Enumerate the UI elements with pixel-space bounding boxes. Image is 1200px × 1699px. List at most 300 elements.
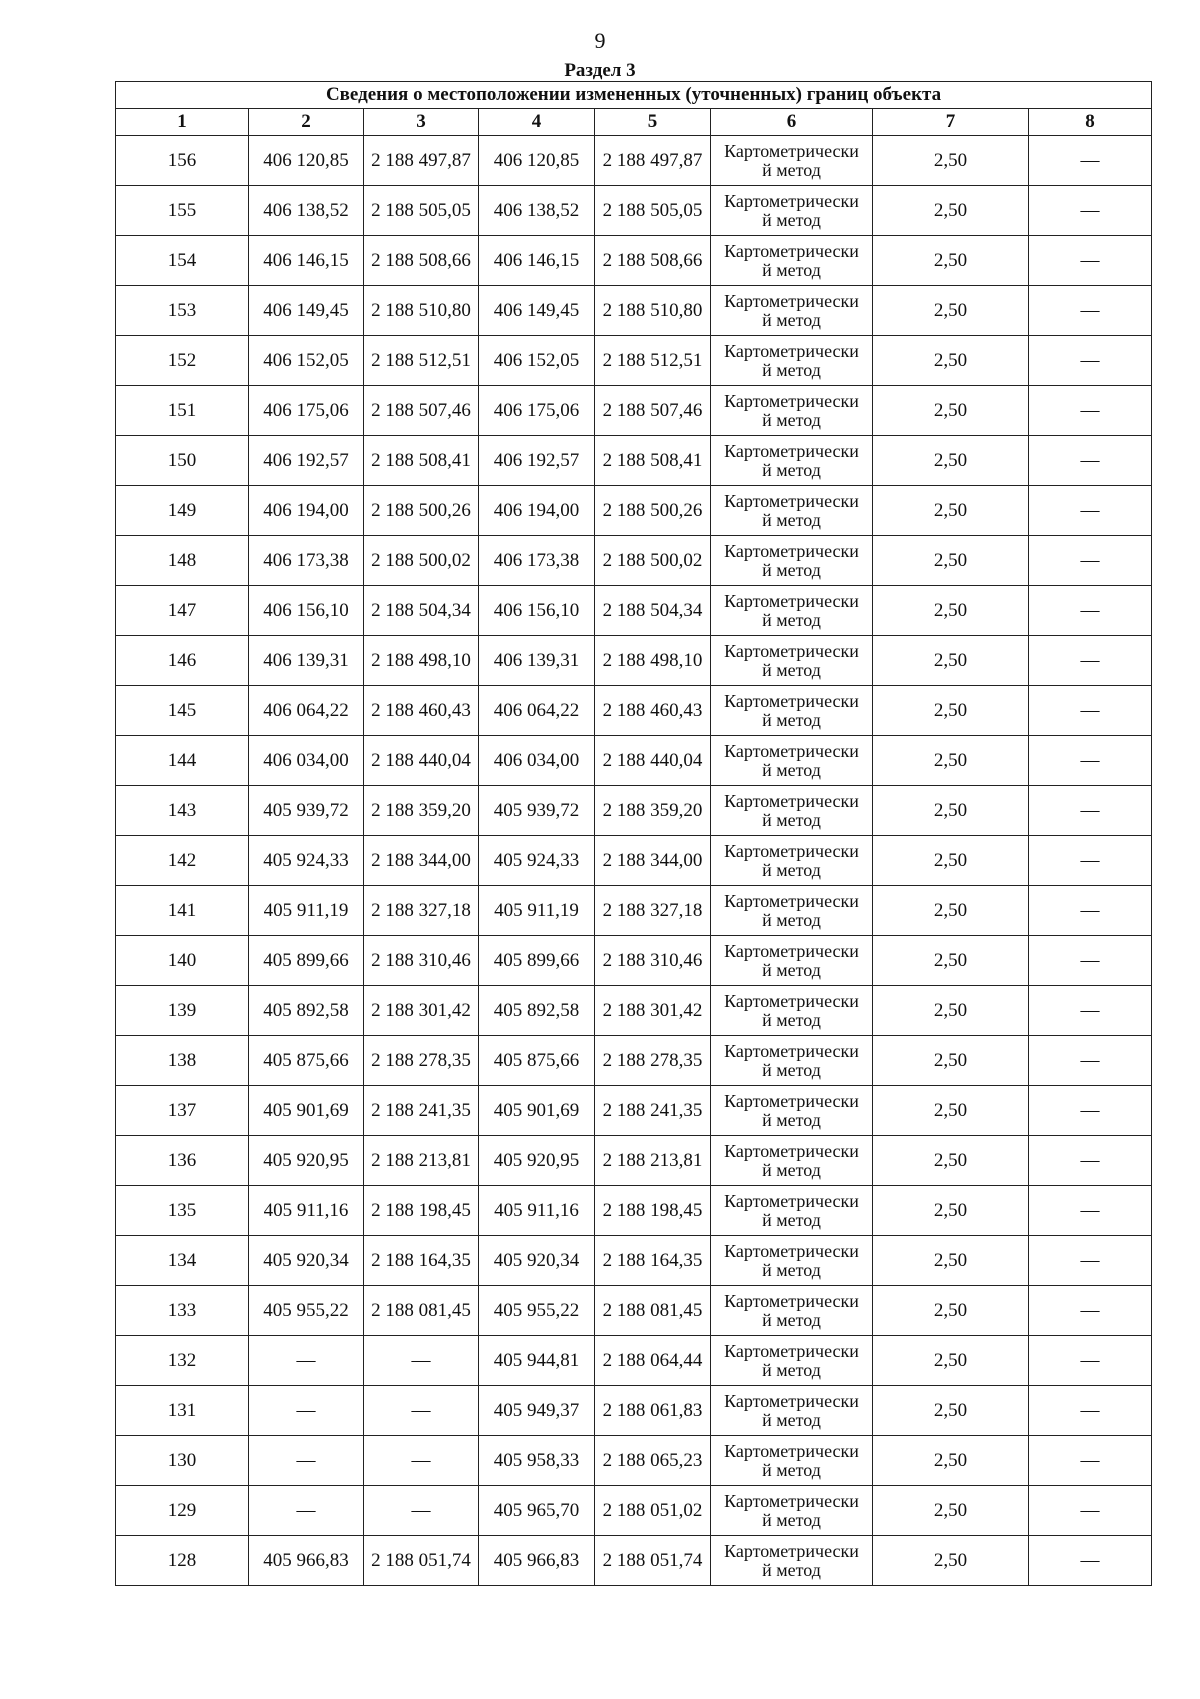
table-row bbox=[116, 1286, 1152, 1336]
cell-old-x: 406 192,57 bbox=[249, 436, 364, 486]
cell-old-y: 2 188 301,42 bbox=[364, 986, 479, 1036]
cell-point-number: 156 bbox=[116, 136, 249, 186]
cell-old-x: 406 146,15 bbox=[249, 236, 364, 286]
table-row bbox=[116, 1036, 1152, 1086]
method-line-1: Картометрически bbox=[724, 640, 859, 661]
cell-column-8: — bbox=[1029, 1436, 1152, 1486]
table-row bbox=[116, 1236, 1152, 1286]
cell-column-8: — bbox=[1029, 1136, 1152, 1186]
method-line-2: й метод bbox=[762, 1359, 821, 1380]
cell-method bbox=[711, 986, 873, 1036]
cell-column-8: — bbox=[1029, 1286, 1152, 1336]
cell-old-y: 2 188 310,46 bbox=[364, 936, 479, 986]
cell-point-number: 146 bbox=[116, 636, 249, 686]
table-row bbox=[116, 1136, 1152, 1186]
cell-old-y: 2 188 510,80 bbox=[364, 286, 479, 336]
cell-column-8: — bbox=[1029, 486, 1152, 536]
table-row bbox=[116, 486, 1152, 536]
cell-new-y: 2 188 198,45 bbox=[595, 1186, 711, 1236]
column-number-row bbox=[116, 109, 1152, 136]
method-line-2: й метод bbox=[762, 409, 821, 430]
method-line-1: Картометрически bbox=[724, 940, 859, 961]
cell-new-x: 405 924,33 bbox=[479, 836, 595, 886]
cell-point-number: 147 bbox=[116, 586, 249, 636]
cell-method bbox=[711, 636, 873, 686]
cell-new-y: 2 188 081,45 bbox=[595, 1286, 711, 1336]
table-row bbox=[116, 786, 1152, 836]
cell-old-x: 406 149,45 bbox=[249, 286, 364, 336]
cell-column-8: — bbox=[1029, 1486, 1152, 1536]
cell-new-x: 405 944,81 bbox=[479, 1336, 595, 1386]
cell-column-8: — bbox=[1029, 286, 1152, 336]
cell-accuracy: 2,50 bbox=[873, 286, 1029, 336]
cell-column-8: — bbox=[1029, 1336, 1152, 1386]
cell-old-x: 406 173,38 bbox=[249, 536, 364, 586]
cell-old-x: 406 152,05 bbox=[249, 336, 364, 386]
cell-new-y: 2 188 051,74 bbox=[595, 1536, 711, 1586]
cell-new-x: 405 901,69 bbox=[479, 1086, 595, 1136]
cell-old-x: — bbox=[249, 1486, 364, 1536]
cell-new-x: 405 899,66 bbox=[479, 936, 595, 986]
cell-new-x: 405 911,16 bbox=[479, 1186, 595, 1236]
cell-old-y: — bbox=[364, 1436, 479, 1486]
cell-new-y: 2 188 051,02 bbox=[595, 1486, 711, 1536]
cell-old-x: 406 194,00 bbox=[249, 486, 364, 536]
cell-new-x: 405 939,72 bbox=[479, 786, 595, 836]
cell-accuracy: 2,50 bbox=[873, 1436, 1029, 1486]
method-line-1: Картометрически bbox=[724, 1440, 859, 1461]
method-line-2: й метод bbox=[762, 209, 821, 230]
method-line-1: Картометрически bbox=[724, 1090, 859, 1111]
method-line-2: й метод bbox=[762, 159, 821, 180]
cell-new-y: 2 188 498,10 bbox=[595, 636, 711, 686]
column-number: 3 bbox=[364, 109, 479, 136]
column-number: 7 bbox=[873, 109, 1029, 136]
cell-accuracy: 2,50 bbox=[873, 486, 1029, 536]
table-row bbox=[116, 886, 1152, 936]
table-row bbox=[116, 686, 1152, 736]
method-line-2: й метод bbox=[762, 259, 821, 280]
cell-new-x: 405 911,19 bbox=[479, 886, 595, 936]
table-row bbox=[116, 536, 1152, 586]
cell-old-y: 2 188 498,10 bbox=[364, 636, 479, 686]
cell-old-y: 2 188 505,05 bbox=[364, 186, 479, 236]
cell-column-8: — bbox=[1029, 1036, 1152, 1086]
method-line-2: й метод bbox=[762, 1209, 821, 1230]
cell-new-x: 406 138,52 bbox=[479, 186, 595, 236]
cell-point-number: 137 bbox=[116, 1086, 249, 1136]
cell-accuracy: 2,50 bbox=[873, 936, 1029, 986]
method-line-2: й метод bbox=[762, 459, 821, 480]
cell-method bbox=[711, 1336, 873, 1386]
method-line-1: Картометрически bbox=[724, 490, 859, 511]
cell-old-y: — bbox=[364, 1486, 479, 1536]
cell-method bbox=[711, 286, 873, 336]
method-line-2: й метод bbox=[762, 909, 821, 930]
cell-old-y: 2 188 504,34 bbox=[364, 586, 479, 636]
cell-new-x: 405 875,66 bbox=[479, 1036, 595, 1086]
cell-new-x: 406 034,00 bbox=[479, 736, 595, 786]
cell-new-x: 405 955,22 bbox=[479, 1286, 595, 1336]
cell-point-number: 136 bbox=[116, 1136, 249, 1186]
method-line-1: Картометрически bbox=[724, 290, 859, 311]
cell-point-number: 132 bbox=[116, 1336, 249, 1386]
method-line-2: й метод bbox=[762, 1109, 821, 1130]
cell-new-y: 2 188 500,26 bbox=[595, 486, 711, 536]
cell-column-8: — bbox=[1029, 636, 1152, 686]
cell-point-number: 154 bbox=[116, 236, 249, 286]
method-line-1: Картометрически bbox=[724, 1340, 859, 1361]
cell-new-y: 2 188 327,18 bbox=[595, 886, 711, 936]
cell-new-y: 2 188 301,42 bbox=[595, 986, 711, 1036]
method-line-1: Картометрически bbox=[724, 590, 859, 611]
table-row bbox=[116, 286, 1152, 336]
cell-method bbox=[711, 836, 873, 886]
cell-point-number: 130 bbox=[116, 1436, 249, 1486]
cell-old-y: 2 188 081,45 bbox=[364, 1286, 479, 1336]
method-line-1: Картометрически bbox=[724, 1290, 859, 1311]
cell-new-x: 405 958,33 bbox=[479, 1436, 595, 1486]
method-line-1: Картометрически bbox=[724, 440, 859, 461]
cell-point-number: 141 bbox=[116, 886, 249, 936]
cell-new-x: 406 146,15 bbox=[479, 236, 595, 286]
method-line-2: й метод bbox=[762, 609, 821, 630]
cell-method bbox=[711, 786, 873, 836]
cell-accuracy: 2,50 bbox=[873, 1036, 1029, 1086]
section-title: Раздел 3 bbox=[564, 60, 636, 81]
method-line-2: й метод bbox=[762, 659, 821, 680]
cell-old-y: 2 188 327,18 bbox=[364, 886, 479, 936]
method-line-1: Картометрически bbox=[724, 240, 859, 261]
cell-method bbox=[711, 936, 873, 986]
method-line-2: й метод bbox=[762, 1459, 821, 1480]
cell-point-number: 149 bbox=[116, 486, 249, 536]
cell-column-8: — bbox=[1029, 886, 1152, 936]
cell-point-number: 134 bbox=[116, 1236, 249, 1286]
page-number: 9 bbox=[594, 28, 606, 53]
cell-accuracy: 2,50 bbox=[873, 986, 1029, 1036]
table-row bbox=[116, 336, 1152, 386]
cell-point-number: 131 bbox=[116, 1386, 249, 1436]
cell-accuracy: 2,50 bbox=[873, 536, 1029, 586]
cell-accuracy: 2,50 bbox=[873, 636, 1029, 686]
cell-accuracy: 2,50 bbox=[873, 436, 1029, 486]
boundary-coordinates-table bbox=[115, 81, 1152, 1586]
cell-old-y: 2 188 241,35 bbox=[364, 1086, 479, 1136]
cell-old-x: 405 892,58 bbox=[249, 986, 364, 1036]
method-line-2: й метод bbox=[762, 959, 821, 980]
cell-old-y: 2 188 507,46 bbox=[364, 386, 479, 436]
cell-new-x: 405 949,37 bbox=[479, 1386, 595, 1436]
table-row bbox=[116, 736, 1152, 786]
method-line-2: й метод bbox=[762, 1559, 821, 1580]
cell-old-x: 405 939,72 bbox=[249, 786, 364, 836]
column-number: 4 bbox=[479, 109, 595, 136]
cell-old-x: 405 920,95 bbox=[249, 1136, 364, 1186]
method-line-2: й метод bbox=[762, 559, 821, 580]
cell-accuracy: 2,50 bbox=[873, 886, 1029, 936]
cell-new-x: 406 152,05 bbox=[479, 336, 595, 386]
method-line-1: Картометрически bbox=[724, 340, 859, 361]
cell-accuracy: 2,50 bbox=[873, 736, 1029, 786]
cell-new-x: 406 194,00 bbox=[479, 486, 595, 536]
table-row bbox=[116, 836, 1152, 886]
cell-point-number: 143 bbox=[116, 786, 249, 836]
method-line-2: й метод bbox=[762, 809, 821, 830]
cell-new-y: 2 188 507,46 bbox=[595, 386, 711, 436]
cell-new-y: 2 188 065,23 bbox=[595, 1436, 711, 1486]
cell-accuracy: 2,50 bbox=[873, 786, 1029, 836]
cell-point-number: 135 bbox=[116, 1186, 249, 1236]
cell-method bbox=[711, 1186, 873, 1236]
cell-method bbox=[711, 236, 873, 286]
table-row bbox=[116, 586, 1152, 636]
method-line-2: й метод bbox=[762, 859, 821, 880]
table-row bbox=[116, 986, 1152, 1036]
cell-accuracy: 2,50 bbox=[873, 1236, 1029, 1286]
table-caption-row bbox=[116, 82, 1152, 109]
cell-method bbox=[711, 586, 873, 636]
cell-new-x: 405 920,34 bbox=[479, 1236, 595, 1286]
cell-new-y: 2 188 512,51 bbox=[595, 336, 711, 386]
cell-old-x: 406 138,52 bbox=[249, 186, 364, 236]
cell-accuracy: 2,50 bbox=[873, 1386, 1029, 1436]
cell-accuracy: 2,50 bbox=[873, 1136, 1029, 1186]
method-line-1: Картометрически bbox=[724, 140, 859, 161]
cell-column-8: — bbox=[1029, 336, 1152, 386]
cell-old-x: 405 955,22 bbox=[249, 1286, 364, 1336]
cell-column-8: — bbox=[1029, 586, 1152, 636]
cell-point-number: 142 bbox=[116, 836, 249, 886]
cell-old-y: — bbox=[364, 1386, 479, 1436]
cell-old-x: 405 920,34 bbox=[249, 1236, 364, 1286]
cell-old-y: 2 188 213,81 bbox=[364, 1136, 479, 1186]
cell-old-y: 2 188 359,20 bbox=[364, 786, 479, 836]
cell-old-x: — bbox=[249, 1436, 364, 1486]
table-body bbox=[116, 136, 1152, 1586]
column-number: 2 bbox=[249, 109, 364, 136]
cell-old-x: 406 120,85 bbox=[249, 136, 364, 186]
method-line-1: Картометрически bbox=[724, 740, 859, 761]
column-number: 8 bbox=[1029, 109, 1152, 136]
cell-column-8: — bbox=[1029, 236, 1152, 286]
cell-accuracy: 2,50 bbox=[873, 1536, 1029, 1586]
cell-point-number: 145 bbox=[116, 686, 249, 736]
table-row bbox=[116, 236, 1152, 286]
cell-new-y: 2 188 508,41 bbox=[595, 436, 711, 486]
table-row bbox=[116, 1386, 1152, 1436]
cell-method bbox=[711, 136, 873, 186]
method-line-1: Картометрически bbox=[724, 390, 859, 411]
cell-column-8: — bbox=[1029, 736, 1152, 786]
cell-new-x: 405 920,95 bbox=[479, 1136, 595, 1186]
table-row bbox=[116, 186, 1152, 236]
cell-accuracy: 2,50 bbox=[873, 1336, 1029, 1386]
cell-accuracy: 2,50 bbox=[873, 586, 1029, 636]
cell-old-y: 2 188 344,00 bbox=[364, 836, 479, 886]
cell-column-8: — bbox=[1029, 1536, 1152, 1586]
cell-old-x: — bbox=[249, 1336, 364, 1386]
method-line-1: Картометрически bbox=[724, 540, 859, 561]
cell-new-y: 2 188 310,46 bbox=[595, 936, 711, 986]
method-line-1: Картометрически bbox=[724, 1240, 859, 1261]
cell-old-y: — bbox=[364, 1336, 479, 1386]
method-line-1: Картометрически bbox=[724, 1190, 859, 1211]
cell-old-x: 405 901,69 bbox=[249, 1086, 364, 1136]
cell-method bbox=[711, 486, 873, 536]
cell-old-y: 2 188 460,43 bbox=[364, 686, 479, 736]
method-line-1: Картометрически bbox=[724, 1540, 859, 1561]
cell-point-number: 155 bbox=[116, 186, 249, 236]
cell-old-x: 405 899,66 bbox=[249, 936, 364, 986]
cell-old-y: 2 188 500,26 bbox=[364, 486, 479, 536]
table-row bbox=[116, 936, 1152, 986]
table-caption: Сведения о местоположении измененных (уточненных) границ объекта bbox=[116, 82, 1152, 109]
cell-old-y: 2 188 051,74 bbox=[364, 1536, 479, 1586]
method-line-2: й метод bbox=[762, 359, 821, 380]
cell-point-number: 138 bbox=[116, 1036, 249, 1086]
cell-accuracy: 2,50 bbox=[873, 336, 1029, 386]
cell-old-y: 2 188 512,51 bbox=[364, 336, 479, 386]
cell-column-8: — bbox=[1029, 686, 1152, 736]
cell-new-y: 2 188 505,05 bbox=[595, 186, 711, 236]
cell-column-8: — bbox=[1029, 1386, 1152, 1436]
table-row bbox=[116, 1336, 1152, 1386]
cell-old-x: 405 875,66 bbox=[249, 1036, 364, 1086]
cell-point-number: 133 bbox=[116, 1286, 249, 1336]
cell-accuracy: 2,50 bbox=[873, 836, 1029, 886]
cell-method bbox=[711, 1136, 873, 1186]
cell-column-8: — bbox=[1029, 1086, 1152, 1136]
method-line-2: й метод bbox=[762, 1259, 821, 1280]
column-number: 6 bbox=[711, 109, 873, 136]
cell-accuracy: 2,50 bbox=[873, 1486, 1029, 1536]
table-row bbox=[116, 1186, 1152, 1236]
cell-accuracy: 2,50 bbox=[873, 686, 1029, 736]
method-line-2: й метод bbox=[762, 1059, 821, 1080]
method-line-2: й метод bbox=[762, 1409, 821, 1430]
cell-column-8: — bbox=[1029, 836, 1152, 886]
method-line-1: Картометрически bbox=[724, 1490, 859, 1511]
cell-accuracy: 2,50 bbox=[873, 1086, 1029, 1136]
cell-point-number: 128 bbox=[116, 1536, 249, 1586]
cell-old-y: 2 188 497,87 bbox=[364, 136, 479, 186]
cell-old-x: 406 064,22 bbox=[249, 686, 364, 736]
table-row bbox=[116, 136, 1152, 186]
cell-old-x: 405 924,33 bbox=[249, 836, 364, 886]
cell-method bbox=[711, 186, 873, 236]
cell-accuracy: 2,50 bbox=[873, 1186, 1029, 1236]
cell-method bbox=[711, 1536, 873, 1586]
cell-method bbox=[711, 336, 873, 386]
cell-new-x: 406 120,85 bbox=[479, 136, 595, 186]
method-line-2: й метод bbox=[762, 1159, 821, 1180]
cell-method bbox=[711, 386, 873, 436]
table-row bbox=[116, 1486, 1152, 1536]
cell-column-8: — bbox=[1029, 186, 1152, 236]
cell-point-number: 151 bbox=[116, 386, 249, 436]
cell-method bbox=[711, 1486, 873, 1536]
method-line-2: й метод bbox=[762, 709, 821, 730]
cell-old-x: 405 966,83 bbox=[249, 1536, 364, 1586]
cell-new-y: 2 188 508,66 bbox=[595, 236, 711, 286]
cell-new-x: 406 175,06 bbox=[479, 386, 595, 436]
cell-method bbox=[711, 536, 873, 586]
cell-new-y: 2 188 061,83 bbox=[595, 1386, 711, 1436]
cell-old-x: 406 139,31 bbox=[249, 636, 364, 686]
method-line-1: Картометрически bbox=[724, 690, 859, 711]
cell-method bbox=[711, 1086, 873, 1136]
cell-new-y: 2 188 241,35 bbox=[595, 1086, 711, 1136]
table-row bbox=[116, 1436, 1152, 1486]
cell-old-y: 2 188 508,66 bbox=[364, 236, 479, 286]
cell-new-y: 2 188 213,81 bbox=[595, 1136, 711, 1186]
cell-new-y: 2 188 510,80 bbox=[595, 286, 711, 336]
table-row bbox=[116, 1536, 1152, 1586]
cell-method bbox=[711, 886, 873, 936]
cell-old-y: 2 188 508,41 bbox=[364, 436, 479, 486]
cell-column-8: — bbox=[1029, 386, 1152, 436]
cell-point-number: 153 bbox=[116, 286, 249, 336]
cell-column-8: — bbox=[1029, 786, 1152, 836]
table-row bbox=[116, 386, 1152, 436]
table-row bbox=[116, 436, 1152, 486]
cell-accuracy: 2,50 bbox=[873, 186, 1029, 236]
cell-new-x: 405 965,70 bbox=[479, 1486, 595, 1536]
cell-new-x: 406 156,10 bbox=[479, 586, 595, 636]
cell-new-y: 2 188 164,35 bbox=[595, 1236, 711, 1286]
cell-new-y: 2 188 064,44 bbox=[595, 1336, 711, 1386]
method-line-1: Картометрически bbox=[724, 840, 859, 861]
cell-method bbox=[711, 1436, 873, 1486]
method-line-1: Картометрически bbox=[724, 890, 859, 911]
cell-new-y: 2 188 359,20 bbox=[595, 786, 711, 836]
cell-accuracy: 2,50 bbox=[873, 1286, 1029, 1336]
cell-accuracy: 2,50 bbox=[873, 386, 1029, 436]
cell-old-y: 2 188 164,35 bbox=[364, 1236, 479, 1286]
table-row bbox=[116, 636, 1152, 686]
cell-column-8: — bbox=[1029, 536, 1152, 586]
cell-new-x: 406 064,22 bbox=[479, 686, 595, 736]
cell-column-8: — bbox=[1029, 936, 1152, 986]
cell-old-y: 2 188 198,45 bbox=[364, 1186, 479, 1236]
cell-point-number: 148 bbox=[116, 536, 249, 586]
cell-new-y: 2 188 278,35 bbox=[595, 1036, 711, 1086]
cell-column-8: — bbox=[1029, 436, 1152, 486]
method-line-1: Картометрически bbox=[724, 790, 859, 811]
cell-new-x: 405 892,58 bbox=[479, 986, 595, 1036]
cell-method bbox=[711, 1286, 873, 1336]
cell-accuracy: 2,50 bbox=[873, 236, 1029, 286]
method-line-2: й метод bbox=[762, 759, 821, 780]
cell-new-x: 406 173,38 bbox=[479, 536, 595, 586]
cell-old-x: — bbox=[249, 1386, 364, 1436]
cell-new-y: 2 188 497,87 bbox=[595, 136, 711, 186]
table-row bbox=[116, 1086, 1152, 1136]
cell-new-y: 2 188 440,04 bbox=[595, 736, 711, 786]
cell-old-y: 2 188 278,35 bbox=[364, 1036, 479, 1086]
cell-point-number: 144 bbox=[116, 736, 249, 786]
cell-method bbox=[711, 686, 873, 736]
cell-point-number: 152 bbox=[116, 336, 249, 386]
cell-new-x: 406 149,45 bbox=[479, 286, 595, 336]
method-line-1: Картометрически bbox=[724, 1040, 859, 1061]
cell-column-8: — bbox=[1029, 136, 1152, 186]
cell-new-y: 2 188 500,02 bbox=[595, 536, 711, 586]
cell-accuracy: 2,50 bbox=[873, 136, 1029, 186]
cell-new-x: 406 139,31 bbox=[479, 636, 595, 686]
method-line-2: й метод bbox=[762, 509, 821, 530]
